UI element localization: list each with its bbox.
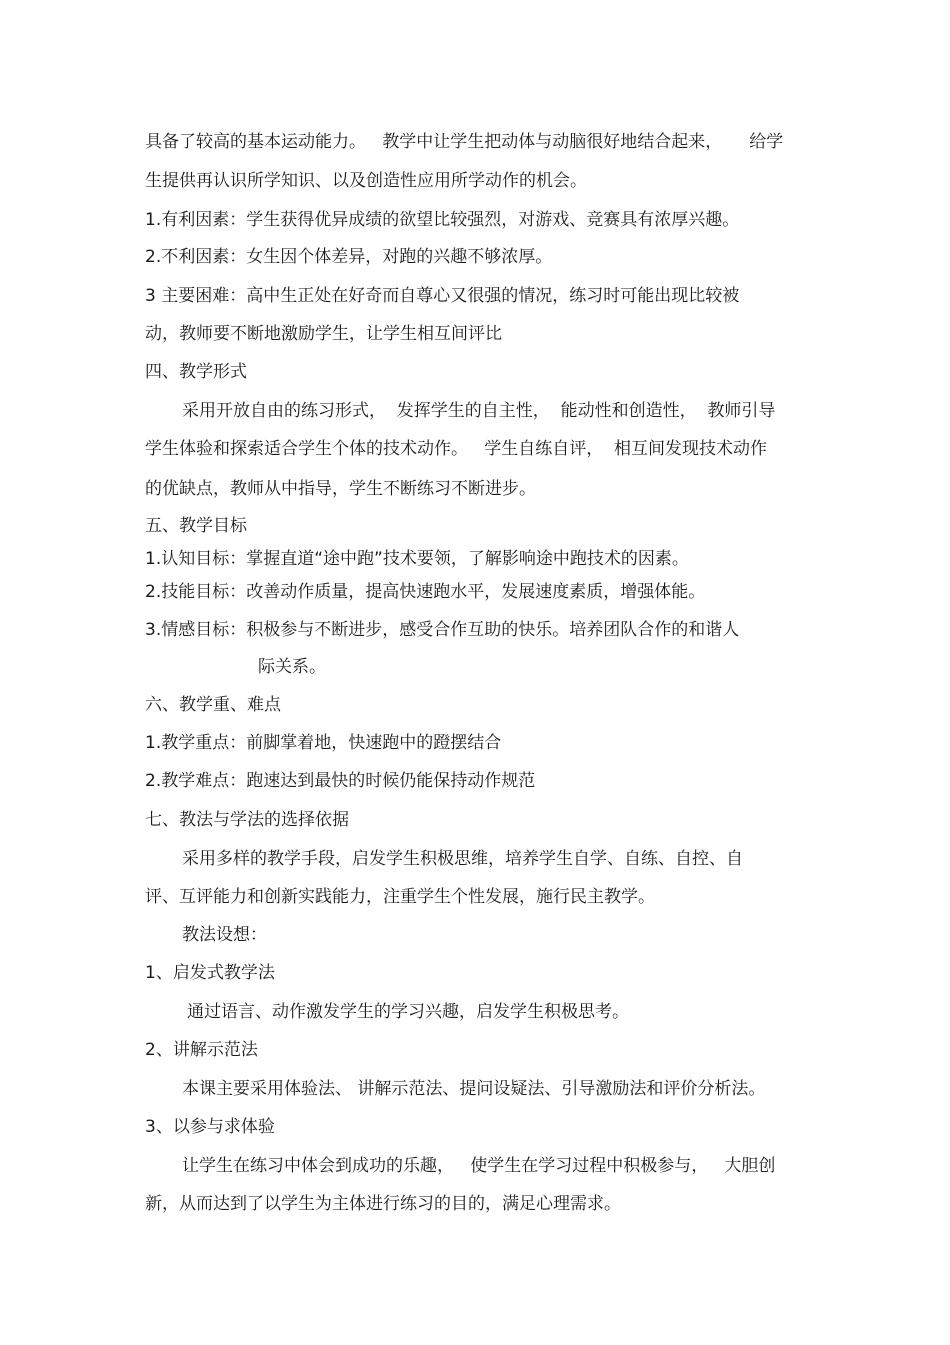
- section-heading: 七、教法与学法的选择依据: [145, 810, 349, 830]
- method-heading: 1、启发式教学法: [145, 963, 275, 983]
- list-item: 2.不利因素：女生因个体差异，对跑的兴趣不够浓厚。: [145, 247, 553, 267]
- method-heading: 3、以参与求体验: [145, 1117, 275, 1137]
- paragraph-line: 采用开放自由的练习形式， 发挥学生的自主性， 能动性和创造性， 教师引导: [182, 401, 776, 421]
- paragraph-line: 本课主要采用体验法、 讲解示范法、提问设疑法、引导激励法和评价分析法。: [182, 1079, 766, 1099]
- paragraph-line: 的优缺点，教师从中指导，学生不断练习不断进步。: [145, 479, 536, 499]
- section-heading: 六、教学重、难点: [145, 695, 281, 715]
- list-item: 1.教学重点：前脚掌着地，快速跑中的蹬摆结合: [145, 733, 502, 753]
- list-item: 3 主要困难：高中生正处在好奇而自尊心又很强的情况，练习时可能出现比较被: [145, 286, 740, 306]
- list-item-continuation: 际关系。: [258, 657, 326, 677]
- list-item: 1.有利因素：学生获得优异成绩的欲望比较强烈，对游戏、竞赛具有浓厚兴趣。: [145, 210, 740, 230]
- paragraph-line: 采用多样的教学手段，启发学生积极思维，培养学生自学、自练、自控、自: [182, 849, 743, 869]
- subheading: 教法设想：: [182, 925, 267, 945]
- paragraph-line: 让学生在练习中体会到成功的乐趣， 使学生在学习过程中积极参与， 大胆创: [182, 1156, 776, 1176]
- paragraph-line: 学生体验和探索适合学生个体的技术动作。 学生自练自评， 相互间发现技术动作: [145, 439, 768, 459]
- section-heading: 四、教学形式: [145, 362, 247, 382]
- list-item: 2.教学难点：跑速达到最快的时候仍能保持动作规范: [145, 771, 536, 791]
- paragraph-line: 新，从而达到了以学生为主体进行练习的目的，满足心理需求。: [145, 1194, 621, 1214]
- method-heading: 2、讲解示范法: [145, 1040, 258, 1060]
- list-item: 1.认知目标：掌握直道“途中跑”技术要领，了解影响途中跑技术的因素。: [145, 549, 689, 569]
- list-item: 2.技能目标：改善动作质量，提高快速跑水平，发展速度素质，增强体能。: [145, 582, 706, 602]
- paragraph-line: 通过语言、动作激发学生的学习兴趣，启发学生积极思考。: [187, 1002, 629, 1022]
- paragraph-line: 具备了较高的基本运动能力。 教学中让学生把动体与动脑很好地结合起来， 给学: [145, 132, 784, 152]
- list-item: 3.情感目标：积极参与不断进步，感受合作互助的快乐。培养团队合作的和谐人: [145, 620, 740, 640]
- paragraph-line: 评、互评能力和创新实践能力，注重学生个性发展，施行民主教学。: [145, 887, 655, 907]
- list-item-continuation: 动，教师要不断地激励学生，让学生相互间评比: [145, 324, 502, 344]
- section-heading: 五、教学目标: [145, 516, 247, 536]
- paragraph-line: 生提供再认识所学知识、以及创造性应用所学动作的机会。: [145, 171, 587, 191]
